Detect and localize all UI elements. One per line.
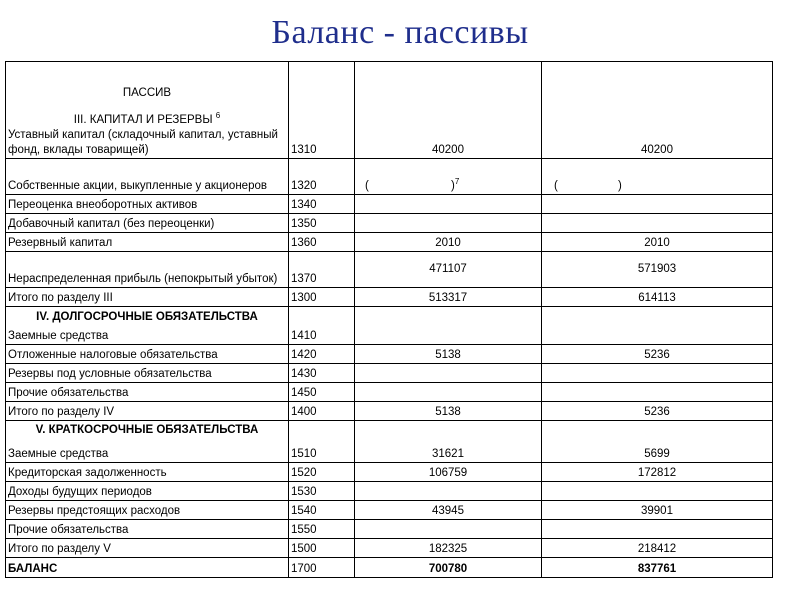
table-row xyxy=(6,233,773,252)
value-cell xyxy=(542,482,773,501)
code-cell: 1300 xyxy=(289,288,355,307)
value-cell: 218412 xyxy=(542,539,773,558)
code-cell: 1530 xyxy=(289,482,355,501)
value-cell: 571903 xyxy=(542,252,773,288)
table-row xyxy=(6,520,773,539)
row-label: Итого по разделу V xyxy=(6,539,289,558)
value-cell: 837761 xyxy=(542,558,773,578)
code-cell: 1540 xyxy=(289,501,355,520)
value-cell xyxy=(542,195,773,214)
code-cell: 1450 xyxy=(289,383,355,402)
section-heading: IV. ДОЛГОСРОЧНЫЕ ОБЯЗАТЕЛЬСТВА xyxy=(36,311,258,323)
table-row xyxy=(6,402,773,421)
code-cell: 1520 xyxy=(289,463,355,482)
section-heading: V. КРАТКОСРОЧНЫЕ ОБЯЗАТЕЛЬСТВА xyxy=(35,424,259,436)
table-row xyxy=(6,383,773,402)
row-label: Собственные акции, выкупленные у акционеров xyxy=(6,159,289,195)
value-cell: 182325 xyxy=(355,539,542,558)
row-label: Доходы будущих периодов xyxy=(6,482,289,501)
value-cell xyxy=(355,482,542,501)
row-label: БАЛАНС xyxy=(6,558,289,578)
table-row xyxy=(6,159,773,195)
footnote-marker: 7 xyxy=(454,177,460,187)
row-label: Переоценка внеоборотных активов xyxy=(6,195,289,214)
row-label: Резервы под условные обязательства xyxy=(6,364,289,383)
name-cell xyxy=(6,307,289,345)
table-row xyxy=(6,288,773,307)
value-cell xyxy=(355,159,542,195)
row-label: Заемные средства xyxy=(8,330,109,342)
code-cell: 1370 xyxy=(289,252,355,288)
value-cell: 39901 xyxy=(542,501,773,520)
value-cell xyxy=(355,307,542,345)
value-cell: 5138 xyxy=(355,402,542,421)
value-cell xyxy=(355,195,542,214)
value-cell xyxy=(355,520,542,539)
value-cell xyxy=(542,214,773,233)
row-label: Заемные средства xyxy=(8,448,109,460)
value-cell: 106759 xyxy=(355,463,542,482)
value-cell: 513317 xyxy=(355,288,542,307)
value-cell xyxy=(355,383,542,402)
row-label: Добавочный капитал (без переоценки) xyxy=(6,214,289,233)
value-cell: 2010 xyxy=(542,233,773,252)
table-row xyxy=(6,539,773,558)
value-cell: 31621 xyxy=(355,421,542,463)
row-label: Резервы предстоящих расходов xyxy=(6,501,289,520)
table-row xyxy=(6,364,773,383)
close-paren: )$^7$ xyxy=(451,177,460,192)
row-label: Прочие обязательства xyxy=(6,520,289,539)
code-cell: 1310 xyxy=(289,62,355,159)
code-cell: 1350 xyxy=(289,214,355,233)
value-cell xyxy=(542,364,773,383)
close-paren: ) xyxy=(618,180,622,192)
name-cell xyxy=(6,421,289,463)
table-row xyxy=(6,307,773,345)
row-label: Резервный капитал xyxy=(6,233,289,252)
value-cell xyxy=(355,364,542,383)
value-cell xyxy=(542,520,773,539)
code-cell: 1550 xyxy=(289,520,355,539)
open-paren: ( xyxy=(554,180,558,192)
value-cell: 5138 xyxy=(355,345,542,364)
value-cell: 172812 xyxy=(542,463,773,482)
code-cell: 1400 xyxy=(289,402,355,421)
value-cell xyxy=(542,159,773,195)
table-row xyxy=(6,463,773,482)
value-cell xyxy=(355,214,542,233)
value-cell: 40200 xyxy=(542,62,773,159)
value-cell xyxy=(542,383,773,402)
table-row xyxy=(6,482,773,501)
row-label: Итого по разделу III xyxy=(6,288,289,307)
value-cell: 5236 xyxy=(542,402,773,421)
value-cell: 5699 xyxy=(542,421,773,463)
value-cell: 471107 xyxy=(355,252,542,288)
row-label: Прочие обязательства xyxy=(6,383,289,402)
open-paren: ( xyxy=(365,180,369,192)
code-cell: 1500 xyxy=(289,539,355,558)
row-label: Отложенные налоговые обязательства xyxy=(6,345,289,364)
table-row xyxy=(6,558,773,578)
code-cell: 1360 xyxy=(289,233,355,252)
value-cell: 40200 xyxy=(355,62,542,159)
table-row xyxy=(6,501,773,520)
value-cell: 614113 xyxy=(542,288,773,307)
value-cell: 2010 xyxy=(355,233,542,252)
table-row xyxy=(6,421,773,463)
name-cell xyxy=(6,62,289,159)
table-row xyxy=(6,252,773,288)
table-row xyxy=(6,195,773,214)
code-cell: 1410 xyxy=(289,307,355,345)
row-label: Нераспределенная прибыль (непокрытый убыток) xyxy=(6,252,289,288)
code-cell: 1340 xyxy=(289,195,355,214)
code-cell: 1430 xyxy=(289,364,355,383)
table-row xyxy=(6,345,773,364)
value-cell: 43945 xyxy=(355,501,542,520)
value-cell: 700780 xyxy=(355,558,542,578)
row-label: Итого по разделу IV xyxy=(6,402,289,421)
balance-table xyxy=(5,61,773,578)
row-label: Уставный капитал (складочный капитал, уставный фонд, вклады товарищей) xyxy=(8,129,278,156)
table-row xyxy=(6,62,773,159)
passive-heading: ПАССИВ xyxy=(122,87,172,100)
table-row xyxy=(6,214,773,233)
code-cell: 1700 xyxy=(289,558,355,578)
footnote-marker: 6 xyxy=(215,111,221,121)
page-title: Баланс - пассивы xyxy=(271,14,529,51)
code-cell: 1320 xyxy=(289,159,355,195)
value-cell xyxy=(542,307,773,345)
section-heading: III. КАПИТАЛ И РЕЗЕРВЫ $^6$ xyxy=(73,111,221,126)
code-cell: 1510 xyxy=(289,421,355,463)
row-label: Кредиторская задолженность xyxy=(6,463,289,482)
code-cell: 1420 xyxy=(289,345,355,364)
value-cell: 5236 xyxy=(542,345,773,364)
